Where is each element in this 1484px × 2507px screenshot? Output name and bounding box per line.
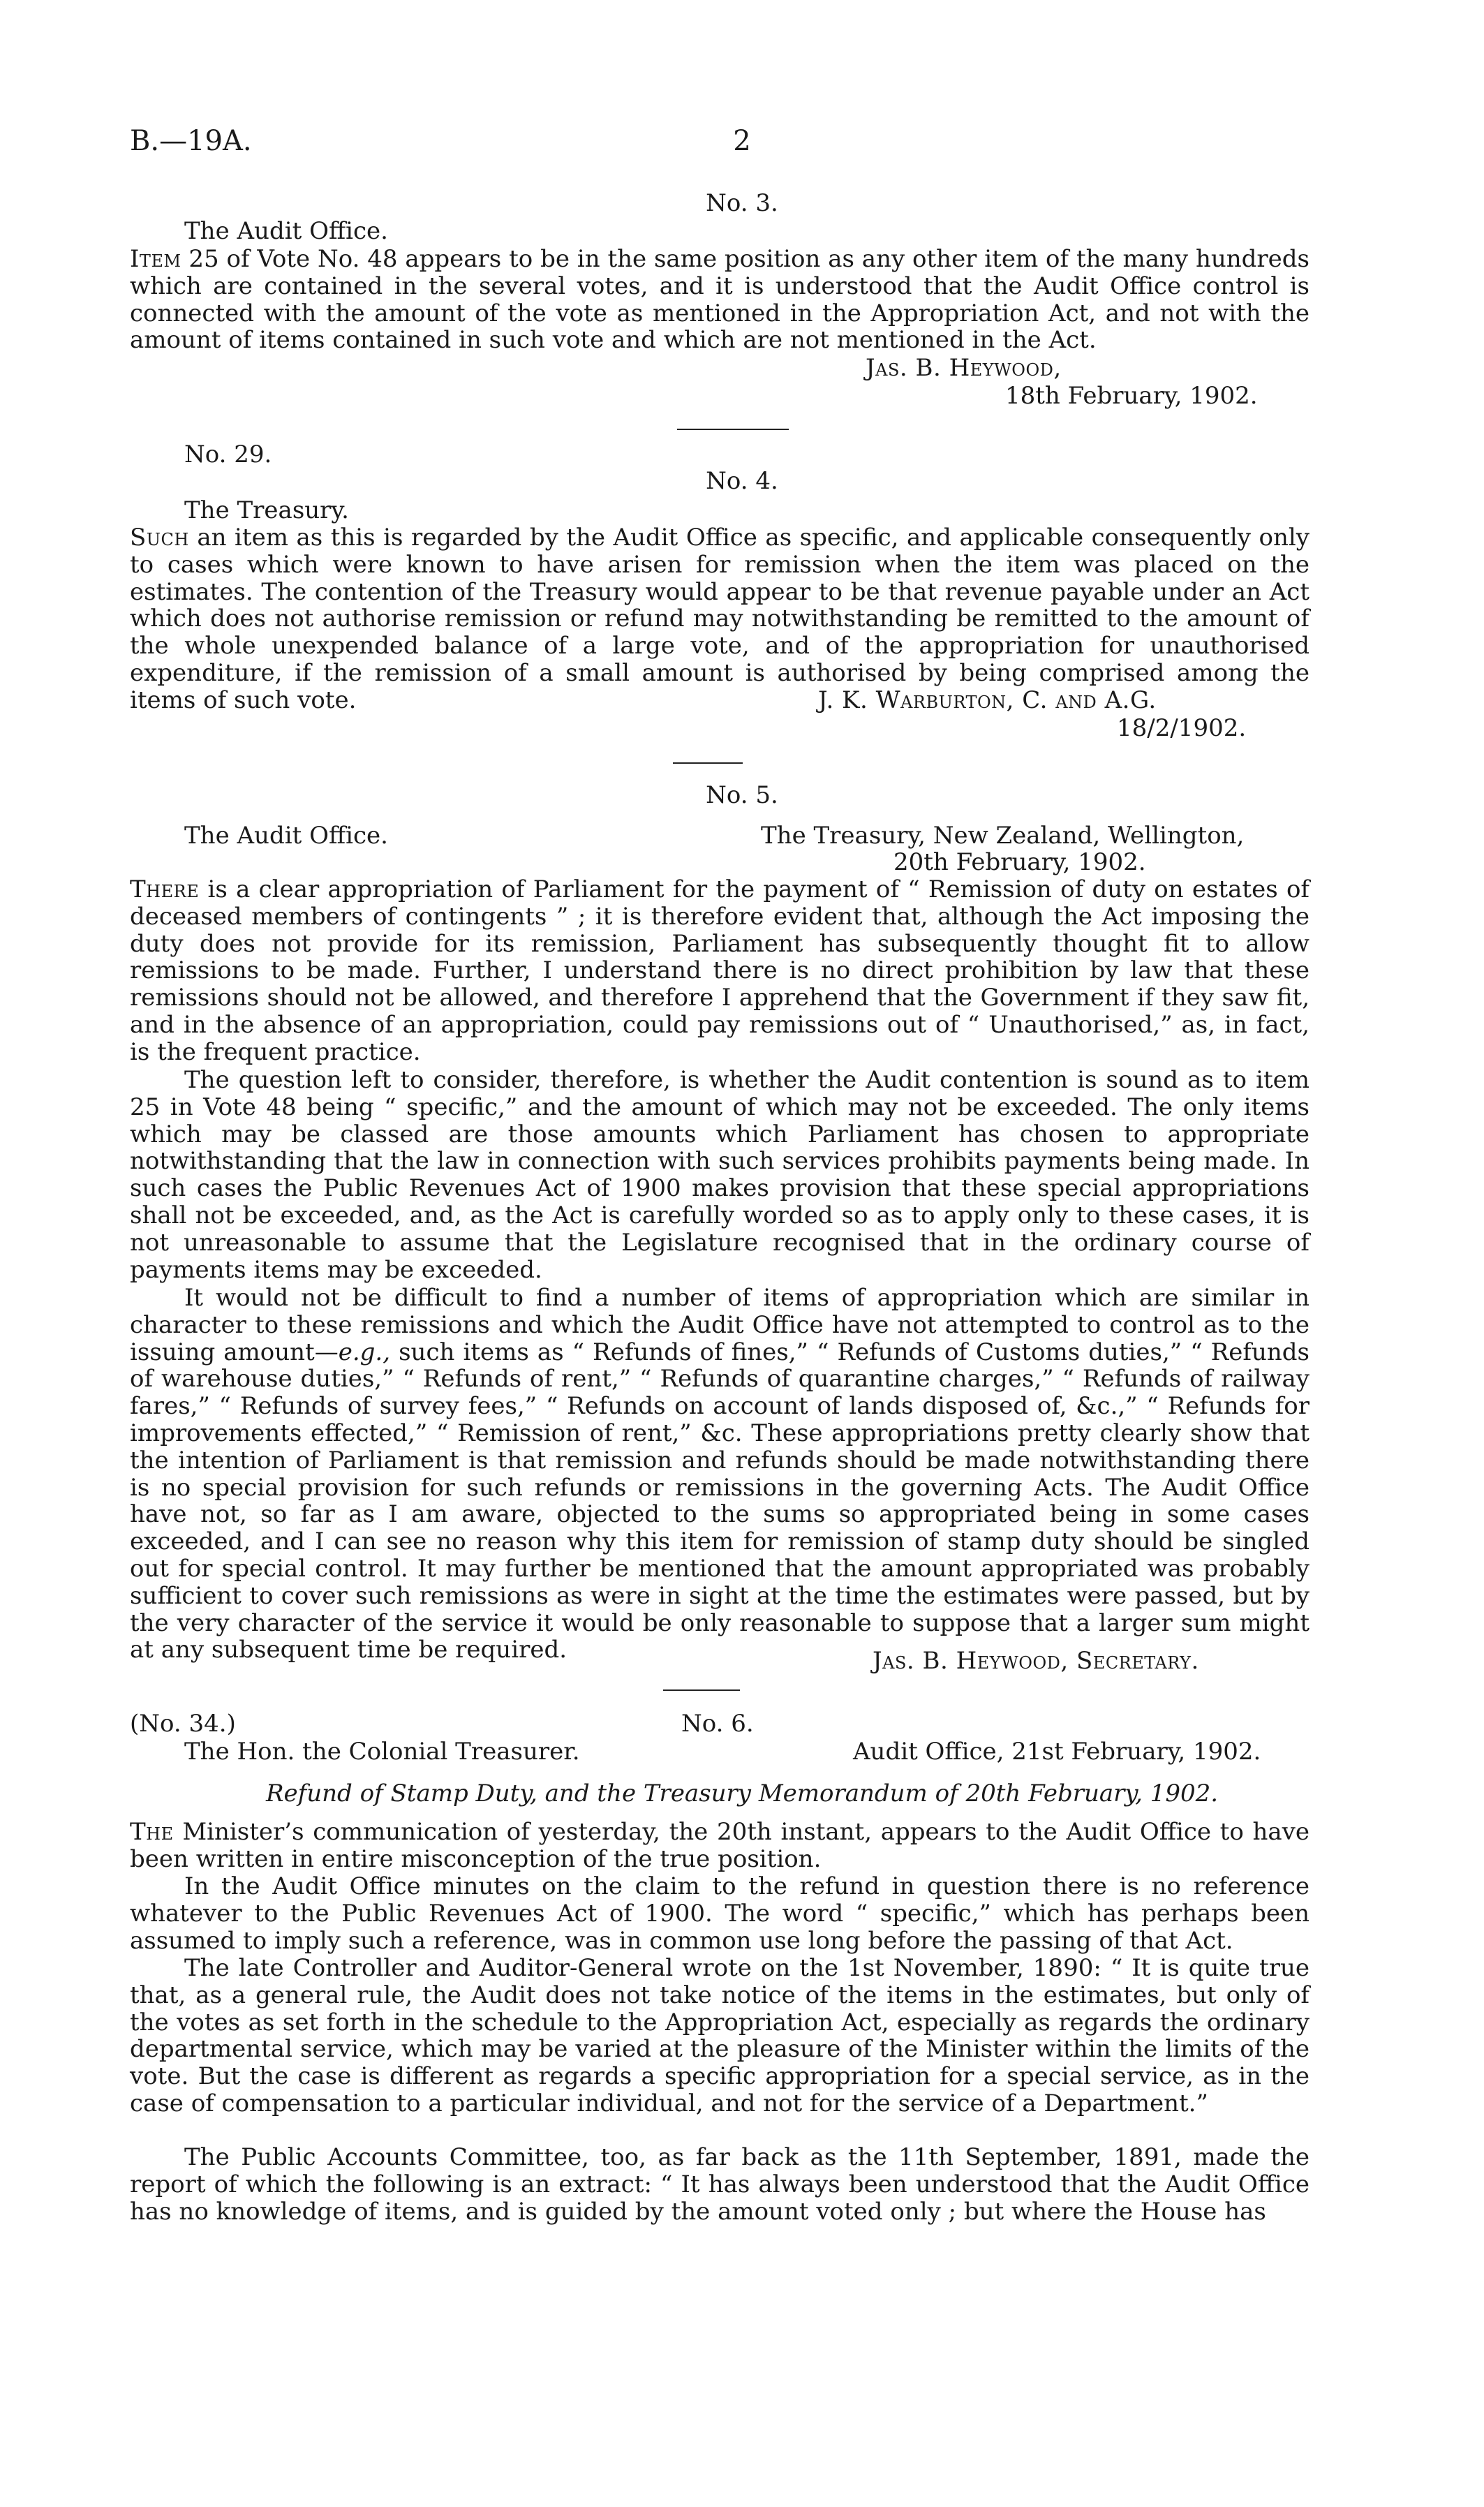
doc3-date: 18th February, 1902. — [1005, 382, 1258, 410]
doc3-lead: Item — [130, 245, 181, 273]
doc5-addressee: The Audit Office. — [184, 822, 388, 850]
doc4-signature-text: J. K. Warburton, C. and A.G. — [818, 686, 1157, 714]
doc4-signature — [818, 687, 1157, 713]
doc5-signature — [866, 1648, 1199, 1674]
doc3-number: No. 3. — [706, 189, 778, 217]
doc6-lead: The — [130, 1818, 174, 1846]
doc6-reference: (No. 34.) — [130, 1710, 236, 1738]
doc3-signature-text: Jas. B. Heywood, — [866, 354, 1062, 382]
doc4-body — [130, 524, 1309, 714]
doc5-p3-part-a: It would not be difficult to find a number of items of appropriation which are similar in character to these remissions and which the Audit Office have not attempted to control as to the issuing amount— — [130, 1284, 1309, 1366]
doc3-text: 25 of Vote No. 48 appears to be in the same position as any other item of the many hundreds which are contained in the several votes, and it is understood that the Audit Office control is connected with the amount of the vote as mentioned in the Appropriation Act, and not with the amount of items contained in such vote and which are not mentioned in the Act. — [130, 245, 1309, 355]
doc5-paragraph-2: The question left to consider, therefore, is whether the Audit contention is sound as to item 25 in Vote 48 being “ specific,” and the amount of which may not be exceeded. The only items which may be classed are those amounts which Parliament has chosen to appropriate notwithstanding that the law in connection with such services prohibits payments being made. In such cases the Public Revenues Act of 1900 makes provision that these special appropriations shall not be exceeded, and, as the Act is carefully worded so as to apply only to these cases, it is not unreasonable to assume that the Legislature recognised that in the ordinary course of payments items may be exceeded. — [130, 1066, 1309, 1284]
doc5-p3-part-b: such items as “ Refunds of fines,” “ Refunds of Customs duties,” “ Refunds of warehouse duties,” “ Refunds of rent,” “ Refunds of quarantine charges,” “ Refunds of railway fares,” “ Refunds of survey fees,” “ Refunds on account of lands disposed of, &c.,” “ Refunds for improvements effected,” “ Remission of rent,” &c. These appropriations pretty clearly show that the intention of Parliament is that remission and refunds should be made notwithstanding there is no special provision for such refunds or remissions in the governing Acts. The Audit Office have not, so far as I am aware, objected to the sums so appropriated being in some cases exceeded, and I can see no reason why this item for remission of stamp duty should be singled out for special control. It may further be mentioned that the amount appropriated was probably sufficient to cover such remissions as were in sight at the time the estimates were passed, but by the very character of the service it would be only reasonable to suppose that a larger sum might at any subsequent time be required. — [130, 1338, 1309, 1664]
doc5-signature-text: Jas. B. Heywood, Secretary. — [873, 1647, 1199, 1675]
doc6-subject: Refund of Stamp Duty, and the Treasury Memorandum of 20th February, 1902. — [265, 1780, 1219, 1807]
doc5-sender: The Treasury, New Zealand, Wellington, — [761, 822, 1245, 850]
doc4-text: an item as this is regarded by the Audit Office as specific, and applicable consequently only to cases which were known to have arisen for remission when the item was placed on the estimates. The contention of the Treasury would appear to be that revenue payable under an Act which does not authorise remission or refund may notwithstanding be remitted to the amount of the whole unexpended balance of a large vote, and of the appropriation for unauthorised expenditure, if the remission of a small amount is authorised by being comprised among the items of such vote. — [130, 524, 1309, 714]
section-divider — [663, 1689, 740, 1691]
section-divider — [673, 762, 743, 764]
doc6-paragraph-3: The late Controller and Auditor-General wrote on the 1st November, 1890: “ It is quite true that, as a general rule, the Audit does not take notice of the items in the estimates, but only of the votes as set forth in the schedule to the Appropriation Act, especially as regards the ordinary departmental service, which may be varied at the pleasure of the Minister within the limits of the vote. But the case is different as regards a specific appropriation for a special service, as in the case of compensation to a particular individual, and not for the service of a Department.” — [130, 1954, 1309, 2117]
page-reference: B.—19A. — [130, 125, 252, 157]
doc5-paragraph-1 — [130, 876, 1309, 1066]
doc6-addressee: The Hon. the Colonial Treasurer. — [184, 1738, 580, 1766]
doc5-date: 20th February, 1902. — [893, 848, 1146, 876]
section-divider — [677, 429, 789, 430]
doc4-number: No. 4. — [706, 467, 778, 495]
doc5-paragraph-3 — [130, 1285, 1309, 1664]
doc6-number: No. 6. — [681, 1710, 754, 1738]
doc6-paragraph-1 — [130, 1819, 1309, 1873]
doc4-date: 18/2/1902. — [1117, 714, 1247, 742]
doc5-p3-eg: e.g., — [338, 1338, 391, 1366]
doc4-reference: No. 29. — [184, 441, 272, 468]
doc3-signature — [866, 355, 1062, 381]
doc6-paragraph-2: In the Audit Office minutes on the claim to the refund in question there is no reference whatever to the Public Revenues Act of 1900. The word “ specific,” which has perhaps been assumed to imply such a reference, was in common use long before the passing of that Act. — [130, 1872, 1309, 1955]
doc4-lead: Such — [130, 524, 189, 552]
page-number: 2 — [733, 125, 751, 157]
doc5-number: No. 5. — [706, 781, 778, 809]
doc6-paragraph-4: The Public Accounts Committee, too, as far back as the 11th September, 1891, made the report of which the following is an extract: “ It has always been understood that the Audit Office has no knowledge of items, and is guided by the amount voted only ; but where the House has — [130, 2143, 1309, 2226]
doc3-body — [130, 246, 1309, 354]
doc3-addressee: The Audit Office. — [184, 217, 388, 245]
doc6-p1-text: Minister’s communication of yesterday, the 20th instant, appears to the Audit Office to have been written in entire misconception of the true position. — [130, 1818, 1309, 1873]
doc5-p1-text: is a clear appropriation of Parliament for the payment of “ Remission of duty on estates of deceased members of contingents ” ; it is therefore evident that, although the Act imposing the duty does not provide for its remission, Parliament has subsequently thought fit to allow remissions to be made. Further, I understand there is no direct prohibition by law that these remissions should not be allowed, and therefore I apprehend that the Government if they saw fit, and in the absence of an appropriation, could pay remissions out of “ Unauthorised,” as, in fact, is the frequent practice. — [130, 875, 1309, 1066]
doc4-addressee: The Treasury. — [184, 496, 349, 524]
doc5-lead: There — [130, 875, 200, 903]
doc6-sender: Audit Office, 21st February, 1902. — [853, 1738, 1261, 1766]
